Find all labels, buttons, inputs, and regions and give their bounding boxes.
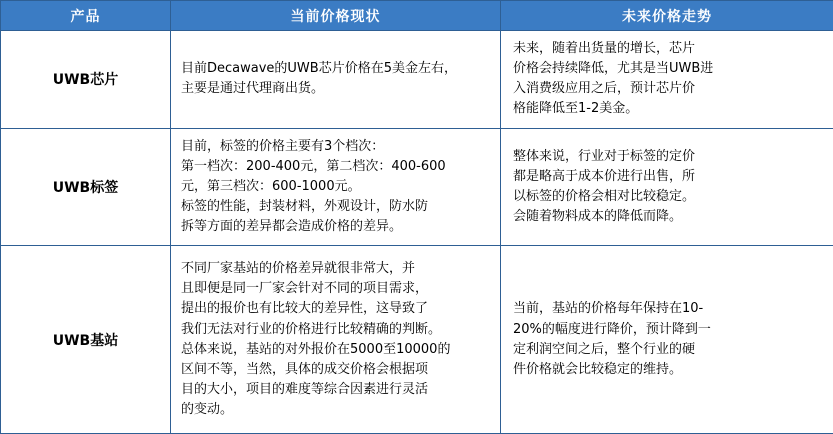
text-line: 入消费级应用之后，预计芯片价 xyxy=(513,79,823,99)
text-line: 当前，基站的价格每年保持在10- xyxy=(513,299,823,319)
current-price-uwb-tag xyxy=(171,128,501,246)
text-line: 区间不等，当然，具体的成交价格会根据项 xyxy=(181,360,490,380)
text-line: 以标签的价格会相对比较稳定。 xyxy=(513,187,823,207)
text-line: 拆等方面的差异都会造成价格的差异。 xyxy=(181,217,490,237)
text-line: 件价格就会比较稳定的维持。 xyxy=(513,360,823,380)
text-line: 会随着物料成本的降低而降。 xyxy=(513,207,823,227)
text-line: 目的大小，项目的难度等综合因素进行灵活 xyxy=(181,380,490,400)
table-row xyxy=(1,128,833,246)
column-header-product: 产品 xyxy=(1,1,171,31)
text-line: 总体来说，基站的对外报价在5000至10000的 xyxy=(181,340,490,360)
text-line: 整体来说，行业对于标签的定价 xyxy=(513,147,823,167)
product-name-uwb-base-station: UWB基站 xyxy=(1,246,171,434)
table-body xyxy=(1,31,833,434)
text-line: 第一档次：200-400元，第二档次：400-600 xyxy=(181,157,490,177)
text-line: 目前，标签的价格主要有3个档次： xyxy=(181,137,490,157)
text-line: 目前Decawave的UWB芯片价格在5美金左右， xyxy=(181,59,490,79)
table-header-row xyxy=(1,1,833,31)
column-header-current-price: 当前价格现状 xyxy=(171,1,501,31)
text-line: 格能降低至1-2美金。 xyxy=(513,99,823,119)
column-header-future-trend: 未来价格走势 xyxy=(501,1,833,31)
future-trend-uwb-tag xyxy=(501,128,833,246)
future-trend-uwb-chip xyxy=(501,31,833,129)
table-header xyxy=(1,1,833,31)
text-line: 提出的报价也有比较大的差异性，这导致了 xyxy=(181,299,490,319)
text-line: 标签的性能，封装材料，外观设计，防水防 xyxy=(181,197,490,217)
product-name-uwb-tag: UWB标签 xyxy=(1,128,171,246)
text-line: 且即便是同一厂家会针对不同的项目需求， xyxy=(181,279,490,299)
text-line: 都是略高于成本价进行出售，所 xyxy=(513,167,823,187)
text-line: 未来，随着出货量的增长，芯片 xyxy=(513,39,823,59)
text-line: 价格会持续降低，尤其是当UWB进 xyxy=(513,59,823,79)
current-price-uwb-base-station xyxy=(171,246,501,434)
text-line: 定利润空间之后，整个行业的硬 xyxy=(513,340,823,360)
text-line: 不同厂家基站的价格差异就很非常大，并 xyxy=(181,259,490,279)
text-line: 我们无法对行业的价格进行比较精确的判断。 xyxy=(181,320,490,340)
table-row xyxy=(1,31,833,129)
text-line: 主要是通过代理商出货。 xyxy=(181,79,490,99)
table-row xyxy=(1,246,833,434)
text-line: 元，第三档次：600-1000元。 xyxy=(181,177,490,197)
future-trend-uwb-base-station xyxy=(501,246,833,434)
text-line: 的变动。 xyxy=(181,400,490,420)
text-line: 20%的幅度进行降价，预计降到一 xyxy=(513,320,823,340)
product-name-uwb-chip: UWB芯片 xyxy=(1,31,171,129)
current-price-uwb-chip xyxy=(171,31,501,129)
